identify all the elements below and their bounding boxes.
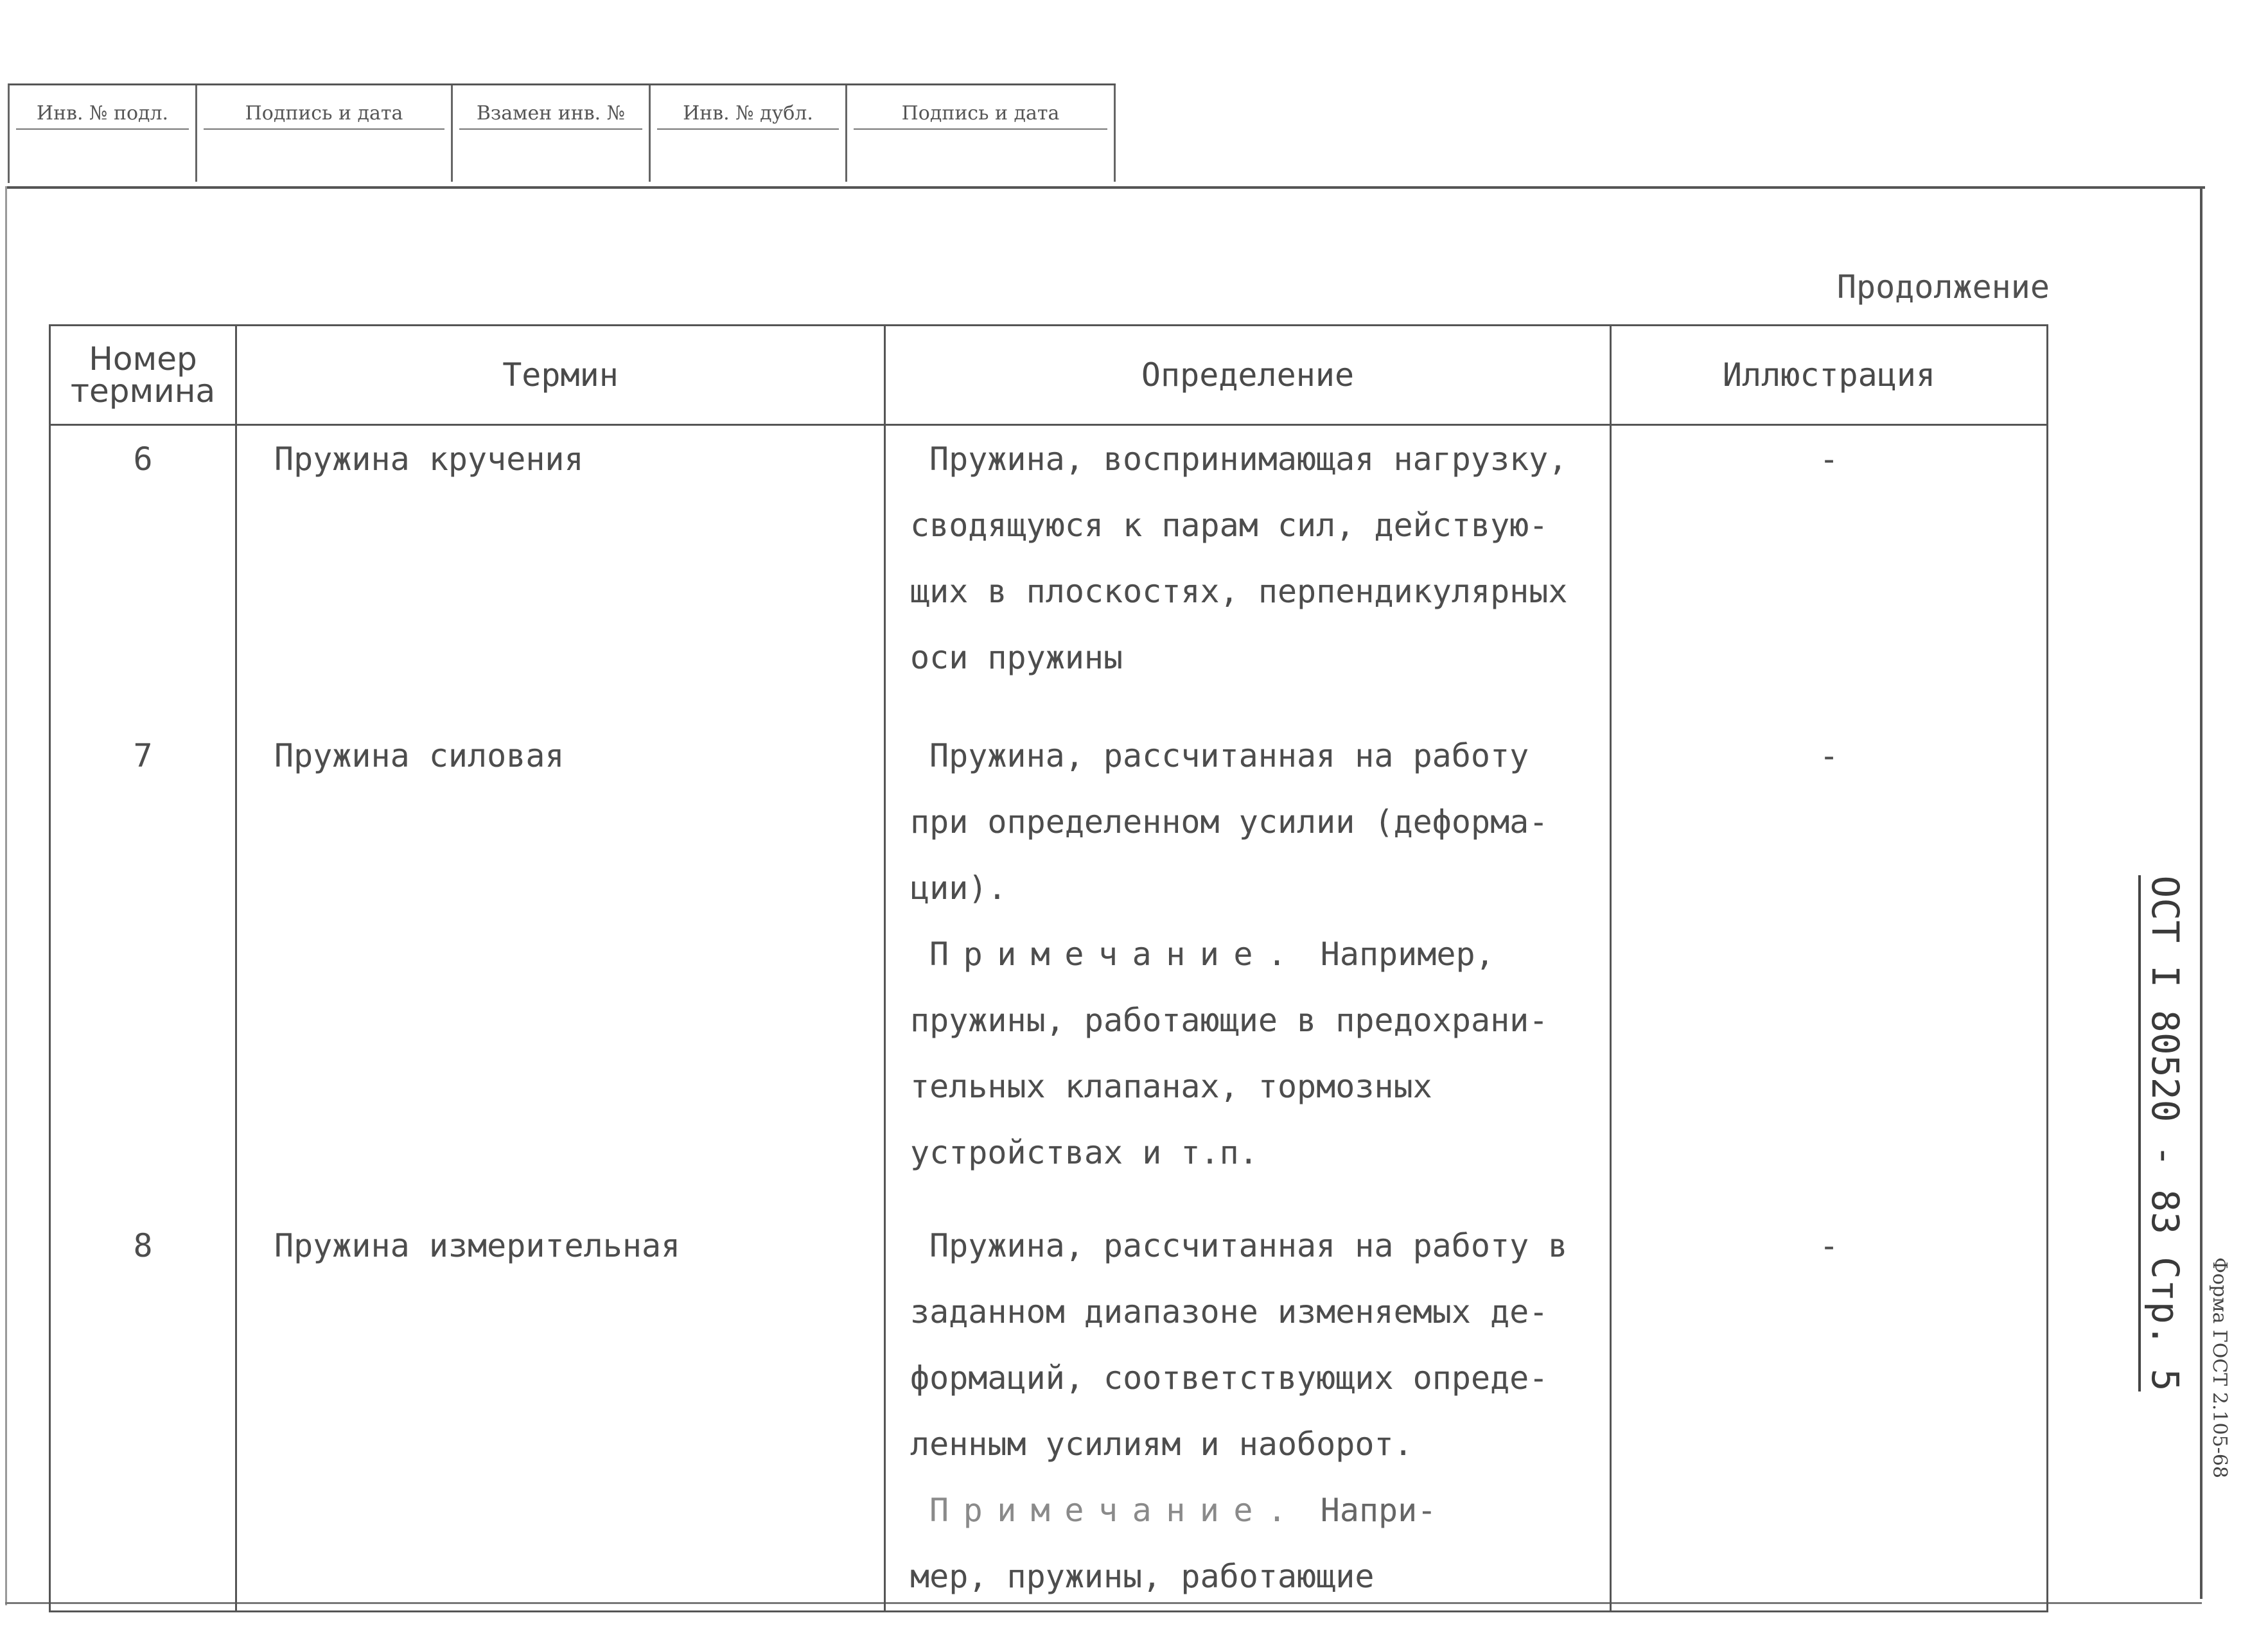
term-definition — [885, 722, 1611, 1212]
page-frame-left — [5, 186, 7, 1605]
note-text: Например, — [1320, 936, 1495, 973]
definition-line: оси пружины — [910, 639, 1123, 676]
term-illustration: - — [1611, 722, 2048, 1212]
definition-line: Пружина, рассчитанная на работу в — [929, 1227, 1568, 1264]
document-code-text: ОСТ I 80520 - 83 Стр. 5 — [2138, 875, 2187, 1391]
definition-line: ленным усилиям и наоборот. — [910, 1426, 1413, 1463]
note-line: пружины, работающие в предохрани- — [910, 1002, 1549, 1039]
table-header-row — [50, 326, 2048, 425]
table-row — [50, 722, 2048, 1212]
terms-table — [49, 324, 2048, 1612]
page-frame-right — [2200, 186, 2202, 1599]
stamp-cell-inv-original — [10, 85, 197, 182]
header-number-line: термина — [70, 372, 216, 410]
table-row — [50, 1212, 2048, 1612]
stamp-label: Подпись и дата — [204, 102, 444, 130]
stamp-cell-duplicate-inv — [651, 85, 847, 182]
stamp-label: Взамен инв. № — [459, 102, 642, 130]
continuation-label: Продолжение — [1836, 268, 2050, 306]
definition-line: формаций, соответствующих опреде- — [910, 1359, 1549, 1397]
header-illustration: Иллюстрация — [1611, 326, 2048, 425]
header-definition: Определение — [885, 326, 1611, 425]
stamp-cell-replacement-inv — [453, 85, 651, 182]
note-line — [910, 921, 1597, 988]
definition-line: заданном диапазоне изменяемых де- — [910, 1293, 1549, 1330]
header-number — [50, 326, 236, 425]
page-frame-top — [5, 186, 2205, 189]
term-name: Пружина кручения — [236, 425, 885, 723]
definition-line: ции). — [910, 869, 1007, 907]
stamp-cell-signature-date — [197, 85, 453, 182]
term-name: Пружина измерительная — [236, 1212, 885, 1612]
note-label: Примечание. — [929, 936, 1301, 973]
definition-line: щих в плоскостях, перпендикулярных — [910, 573, 1568, 610]
term-illustration: - — [1611, 425, 2048, 723]
term-number: 7 — [50, 722, 236, 1212]
header-number-line: Номер — [89, 340, 197, 378]
note-line — [910, 1478, 1597, 1544]
stamp-label: Инв. № дубл. — [657, 102, 839, 130]
term-number: 6 — [50, 425, 236, 723]
term-name: Пружина силовая — [236, 722, 885, 1212]
header-term: Термин — [236, 326, 885, 425]
definition-line: сводящуюся к парам сил, действую- — [910, 507, 1549, 544]
note-line: устройствах и т.п. — [910, 1134, 1258, 1171]
term-illustration: - — [1611, 1212, 2048, 1612]
table-row — [50, 425, 2048, 723]
term-number: 8 — [50, 1212, 236, 1612]
document-code — [2142, 857, 2187, 1409]
term-definition — [885, 1212, 1611, 1612]
definition-line: Пружина, воспринимающая нагрузку, — [929, 441, 1568, 478]
note-label: Примечание. — [929, 1492, 1301, 1529]
term-definition — [885, 425, 1611, 723]
note-line: мер, пружины, работающие — [910, 1558, 1375, 1595]
note-line: тельных клапанах, тормозных — [910, 1068, 1432, 1105]
note-text: Напри- — [1320, 1492, 1437, 1529]
definition-line: при определенном усилии (деформа- — [910, 803, 1549, 841]
stamp-cell-signature-date-2 — [847, 85, 1116, 182]
form-reference: Форма ГОСТ 2.105-68 — [2208, 1257, 2231, 1479]
stamp-label: Подпись и дата — [854, 102, 1107, 130]
inventory-stamp — [8, 83, 1116, 183]
stamp-label: Инв. № подл. — [16, 102, 189, 130]
definition-line: Пружина, рассчитанная на работу — [929, 737, 1529, 774]
